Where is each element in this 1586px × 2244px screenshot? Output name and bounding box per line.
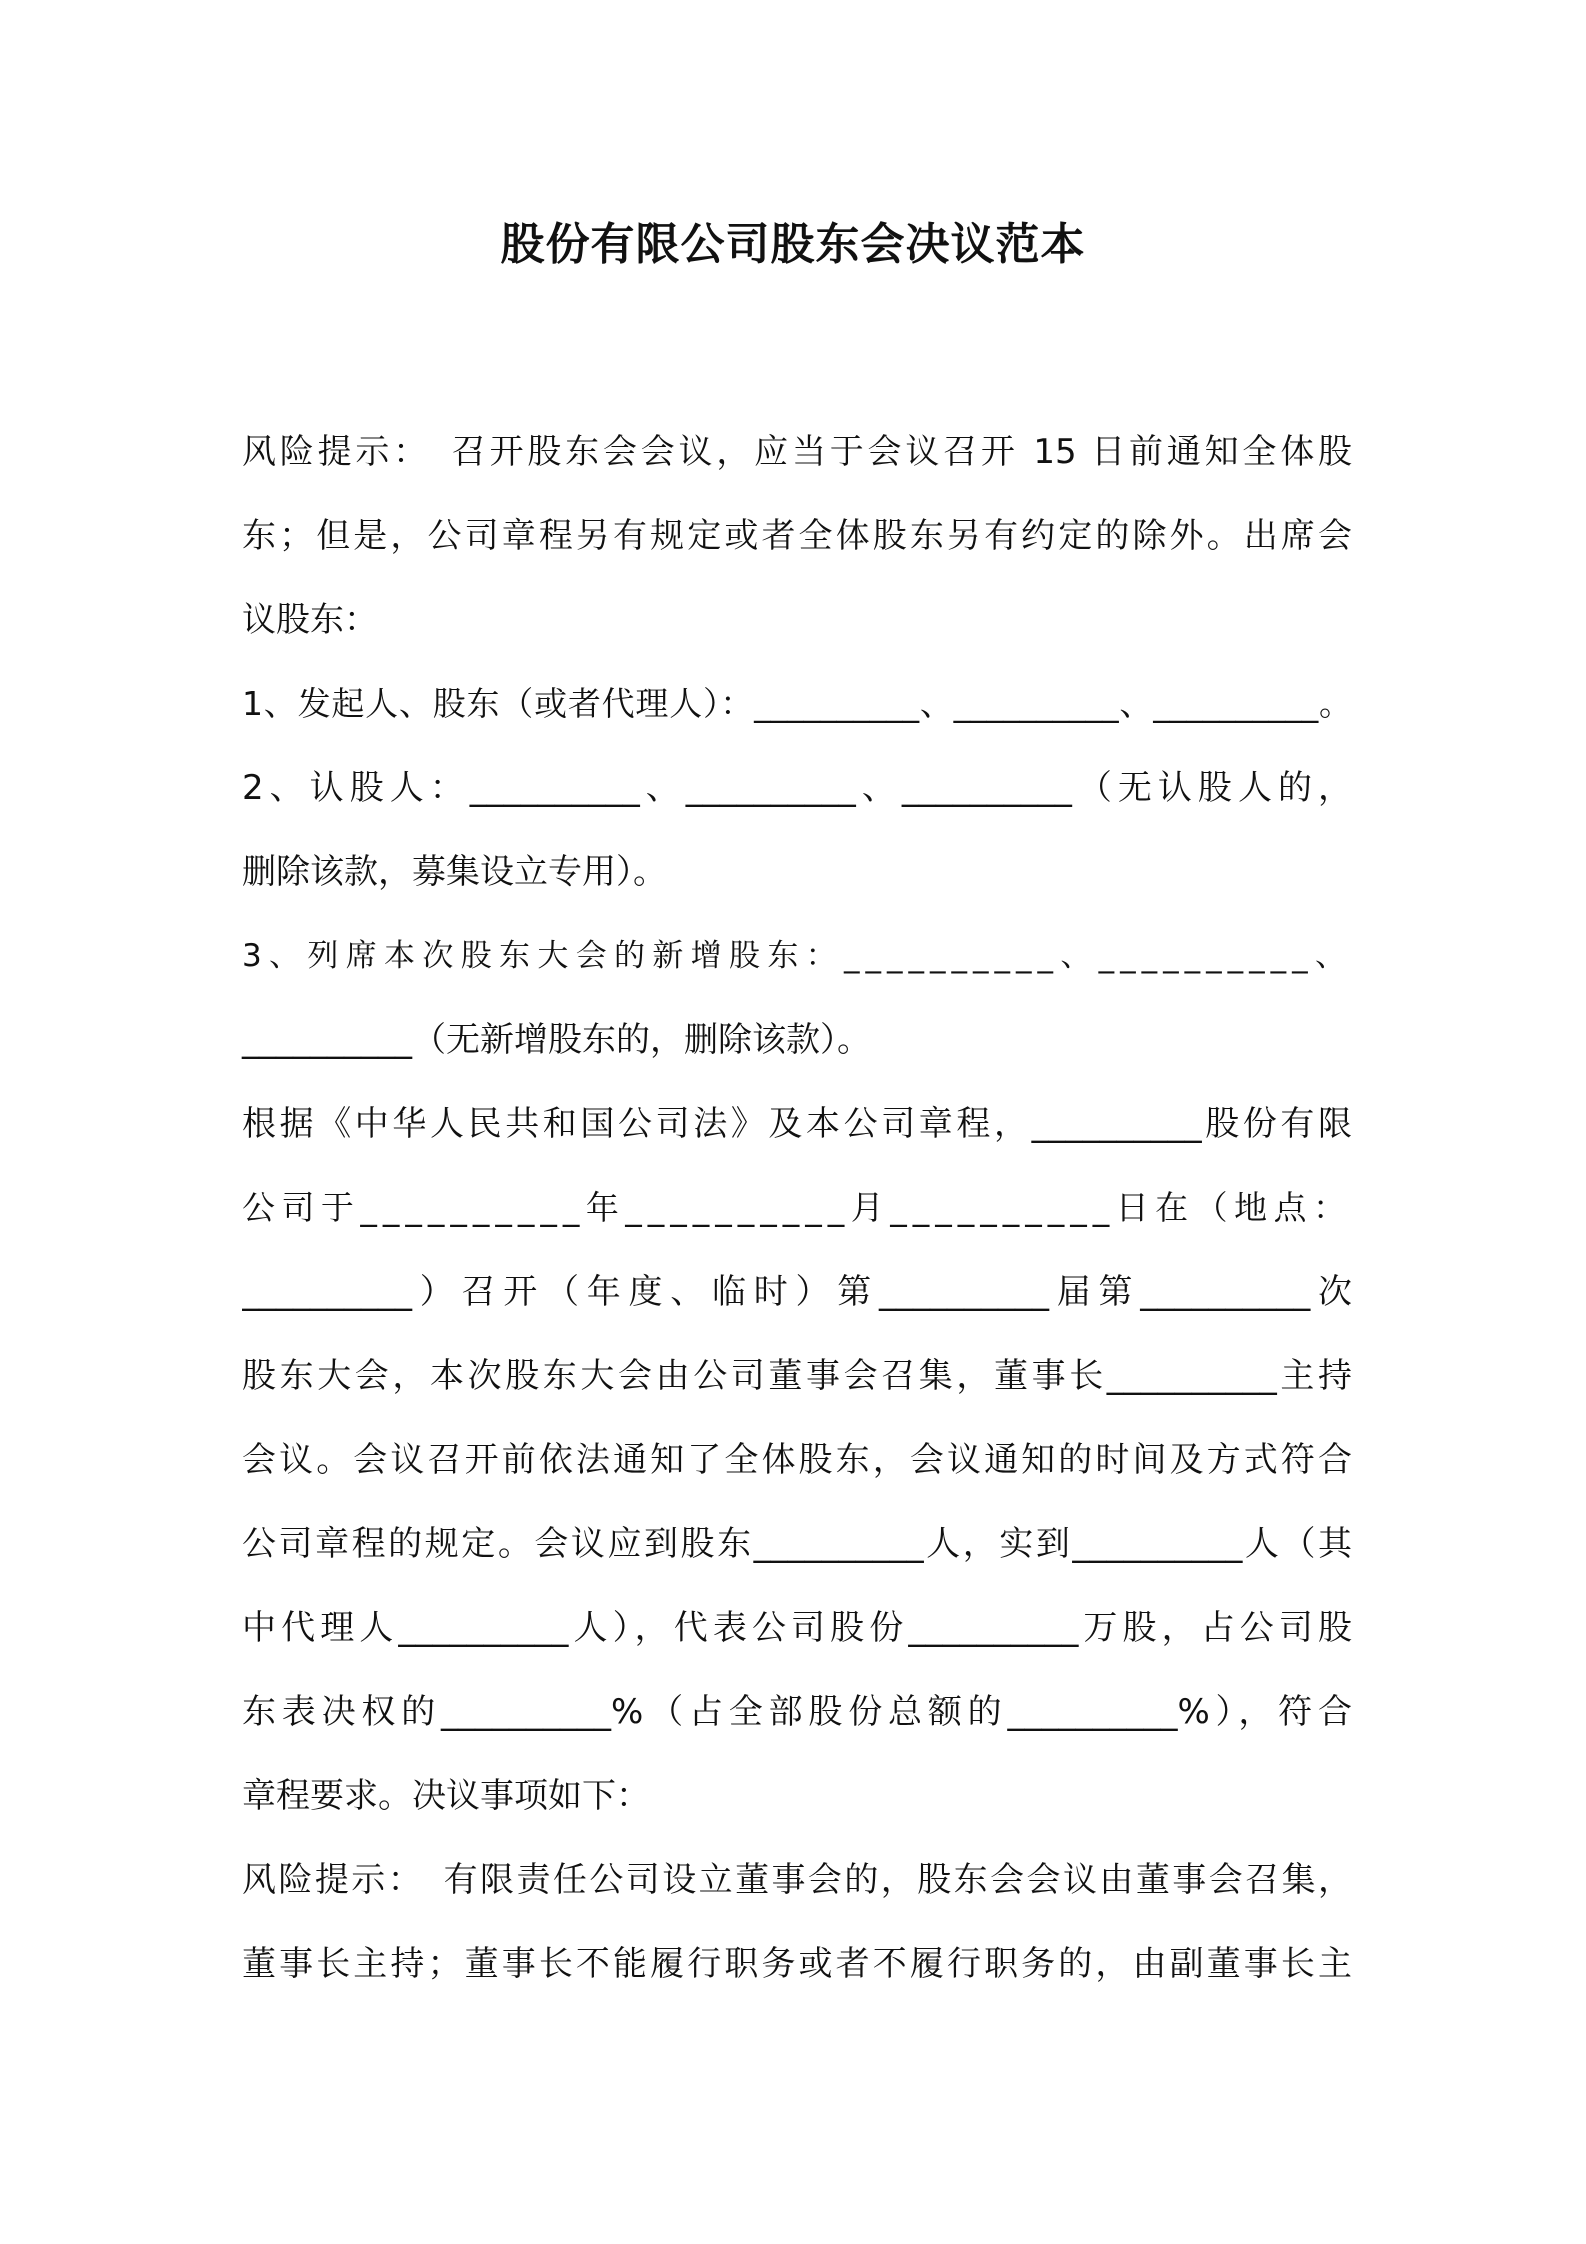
- body-line: 3、列席本次股东大会的新增股东：__________、__________、: [242, 938, 1352, 974]
- body-line: 根据《中华人民共和国公司法》及本公司章程，__________股份有限: [242, 1104, 1352, 1144]
- body-line: 1、发起人、股东（或者代理人）：__________、__________、__________。: [242, 684, 1352, 723]
- body-line: 删除该款，募集设立专用）。: [242, 852, 667, 892]
- document-body: [242, 410, 1352, 2006]
- body-line: 议股东：: [242, 600, 378, 640]
- body-line: 东；但是，公司章程另有规定或者全体股东另有约定的除外。出席会: [242, 516, 1352, 556]
- body-line: 风险提示： 有限责任公司设立董事会的，股东会会议由董事会召集，: [242, 1860, 1352, 1900]
- body-line: 公司于__________年__________月__________日在（地点：: [242, 1188, 1352, 1227]
- body-line: 风险提示： 召开股东会会议，应当于会议召开 15 日前通知全体股: [242, 432, 1352, 472]
- body-line: 中代理人__________人），代表公司股份__________万股，占公司股: [242, 1608, 1352, 1648]
- body-line: 章程要求。决议事项如下：: [242, 1776, 650, 1816]
- body-line: 公司章程的规定。会议应到股东__________人，实到__________人（其: [242, 1524, 1352, 1564]
- body-line: __________（无新增股东的，删除该款）。: [242, 1020, 871, 1060]
- body-line: 会议。会议召开前依法通知了全体股东，会议通知的时间及方式符合: [242, 1440, 1352, 1480]
- document-title: 股份有限公司股东会决议范本: [500, 219, 1086, 270]
- body-line: 董事长主持；董事长不能履行职务或者不履行职务的，由副董事长主: [242, 1944, 1352, 1984]
- body-line: 2、认股人：__________、__________、__________（无认股人的，: [242, 768, 1352, 808]
- body-line: 股东大会，本次股东大会由公司董事会召集，董事长__________主持: [242, 1356, 1352, 1396]
- body-line: 东表决权的__________%（占全部股份总额的__________%），符合: [242, 1692, 1352, 1732]
- body-line: __________）召开（年度、临时）第__________届第__________次: [242, 1272, 1352, 1312]
